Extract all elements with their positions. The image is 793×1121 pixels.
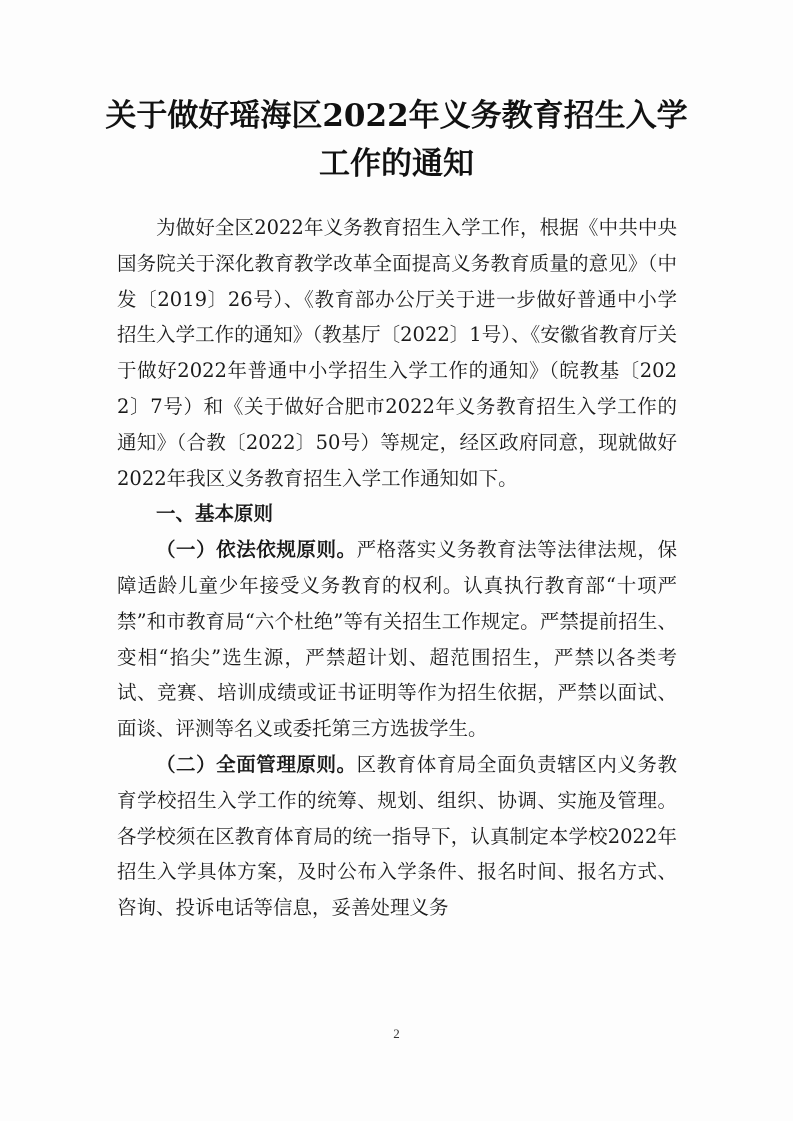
- principle-2-paragraph: [117, 747, 677, 926]
- section-heading-basic-principles: 一、基本原则: [156, 502, 274, 526]
- principle-1-paragraph: [117, 532, 677, 747]
- intro-paragraph: 为做好全区2022年义务教育招生入学工作，根据《中共中央国务院关于深化教育教学改革全面提高义务教育质量的意见》（中发〔2019〕26号）、《教育部办公厅关于进一步做好普通中小学招生入学工作的通知》（教基厅〔2022〕1号）、《安徽省教育厅关于做好2022年普通中小学招生入学工作的通知》（皖教基〔2022〕7号）和《关于做好合肥市2022年义务教育招生入学工作的通知》（合教〔2022〕50号）等规定，经区政府同意，现就做好2022年我区义务教育招生入学工作通知如下。: [117, 216, 677, 490]
- page-number: 2: [393, 1026, 400, 1041]
- principle-1-lead: （一）依法依规原则。: [156, 538, 357, 562]
- title-line-2: 工作的通知: [319, 146, 474, 182]
- document-title: [60, 92, 733, 188]
- principle-1-text: 严格落实义务教育法等法律法规，保障适龄儿童少年接受义务教育的权利。认真执行教育部“十项严禁”和市教育局“六个杜绝”等有关招生工作规定。严禁提前招生、变相“掐尖”选生源，严禁超计划、超范围招生，严禁以各类考试、竞赛、培训成绩或证书证明等作为招生依据，严禁以面试、面谈、评测等名义或委托第三方选拔学生。: [117, 538, 677, 741]
- document-body: [117, 210, 677, 926]
- principle-2-lead: （二）全面管理原则。: [156, 752, 357, 776]
- principle-2-text: 区教育体育局全面负责辖区内义务教育学校招生入学工作的统筹、规划、组织、协调、实施及管理。各学校须在区教育体育局的统一指导下，认真制定本学校2022年招生入学具体方案，及时公布入学条件、报名时间、报名方式、咨询、投诉电话等信息，妥善处理义务: [117, 752, 677, 920]
- title-line-1: 关于做好瑶海区2022年义务教育招生入学: [105, 98, 688, 134]
